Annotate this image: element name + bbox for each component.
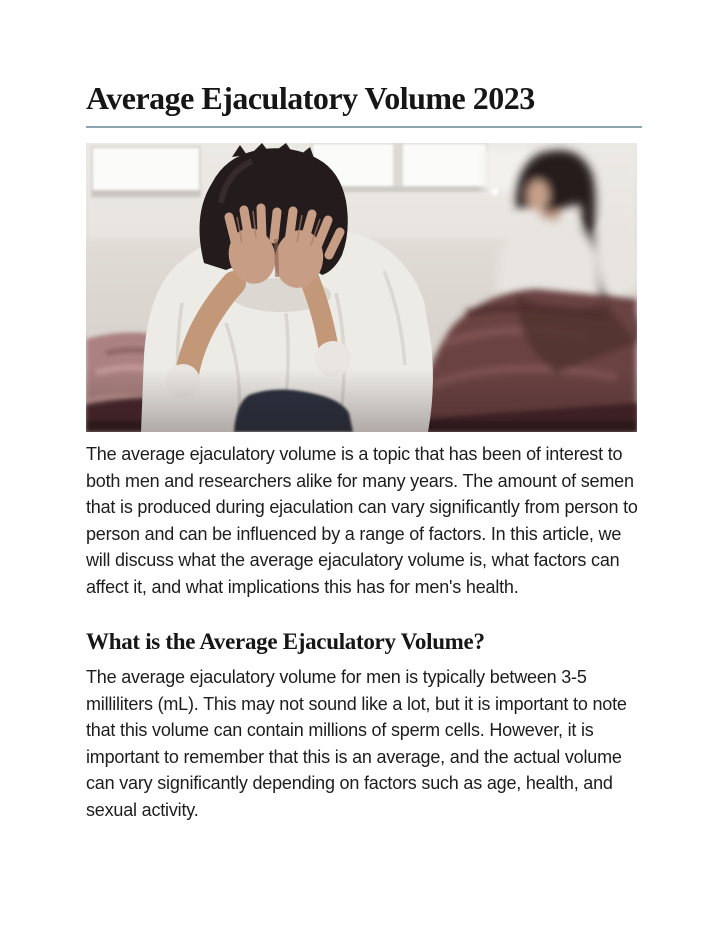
section-heading: What is the Average Ejaculatory Volume? bbox=[86, 629, 485, 654]
intro-paragraph: The average ejaculatory volume is a topic that has been of interest to both men and researchers alike for many years. The amount of semen that is produced during ejaculation can vary significantly from person to person and can be influenced by a range of factors. In this article, we will discuss what the average ejaculatory volume is, what factors can affect it, and what implications this has for men's health. bbox=[86, 444, 638, 597]
article-photo-illustration bbox=[86, 143, 637, 432]
section-paragraph: The average ejaculatory volume for men is typically between 3-5 milliliters (mL). This may not sound like a lot, but it is important to note that this volume can contain millions of sperm cells. However, it is important to remember that this is an average, and the actual volume can vary significantly depending on factors such as age, health, and sexual activity. bbox=[86, 667, 627, 820]
page-title: Average Ejaculatory Volume 2023 bbox=[86, 80, 642, 128]
photo-vignette bbox=[86, 143, 637, 432]
article-image bbox=[86, 143, 637, 432]
